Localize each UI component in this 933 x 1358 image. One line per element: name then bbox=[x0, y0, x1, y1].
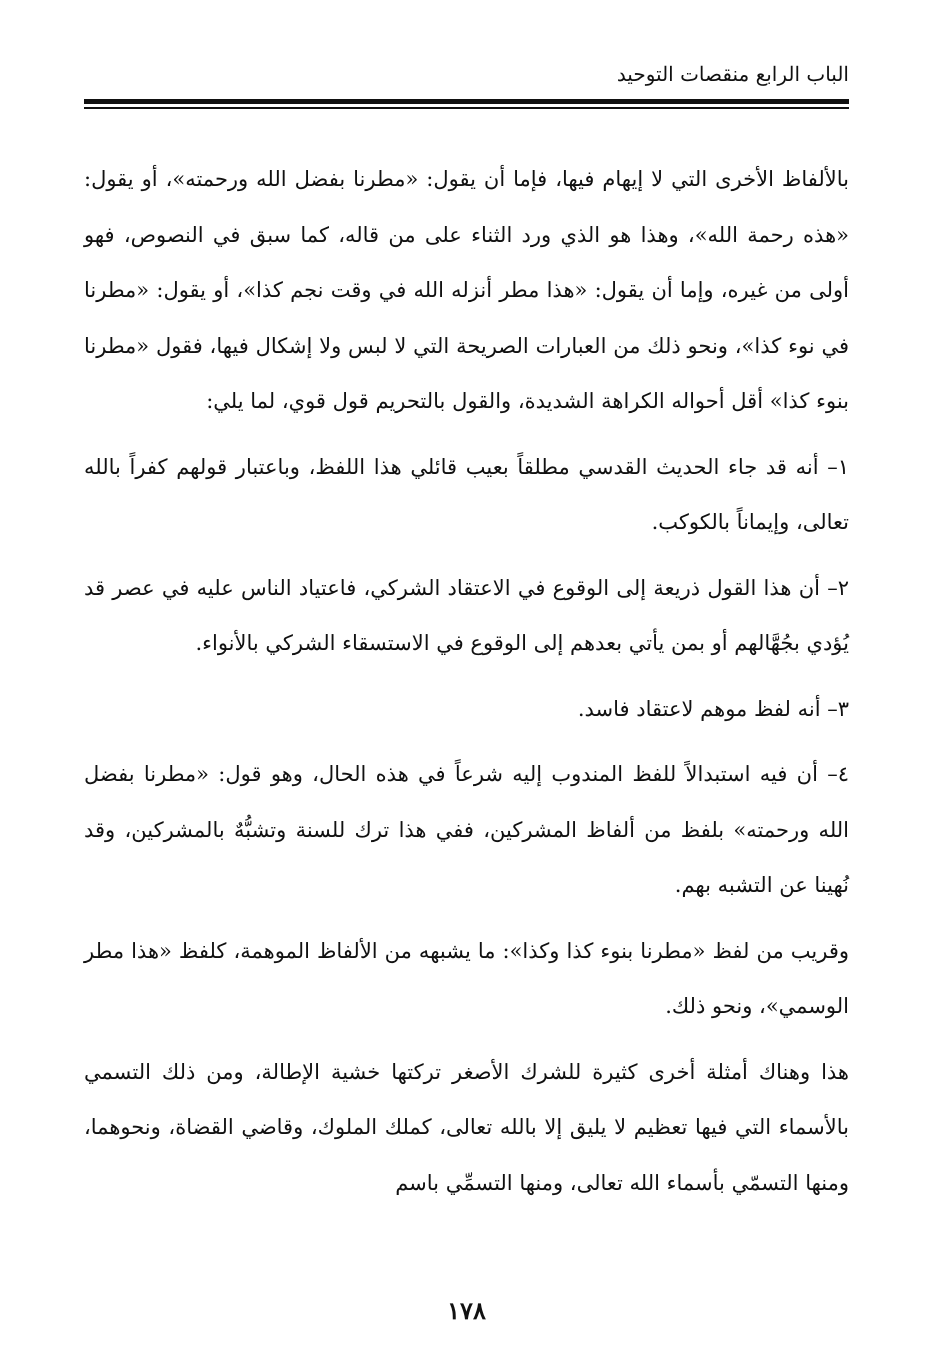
paragraph-point-4: ٤– أن فيه استبدالاً للفظ المندوب إليه شرعاً في هذه الحال، وهو قول: «مطرنا بفضل الله ورحمته» بلفظ من ألفاظ المشركين، ففي هذا ترك للسنة وتشبُّهٌ بالمشركين، وقد نُهينا عن التشبه بهم. bbox=[84, 762, 849, 897]
chapter-title: الباب الرابع منقصات التوحيد bbox=[616, 62, 849, 86]
header-rule-thin bbox=[84, 107, 849, 109]
header-rule-thick bbox=[84, 99, 849, 104]
paragraph-point-2: ٢– أن هذا القول ذريعة إلى الوقوع في الاعتقاد الشركي، فاعتياد الناس عليه في عصر قد يُؤدي بجُهَّالهم أو بمن يأتي بعدهم إلى الوقوع في الاستسقاء الشركي بالأنواء. bbox=[84, 575, 849, 655]
paragraph-point-1: ١– أنه قد جاء الحديث القدسي مطلقاً بعيب قائلي هذا اللفظ، وباعتبار قولهم كفراً بالله تعالى، وإيماناً بالكوكب. bbox=[84, 454, 849, 534]
page-body bbox=[84, 152, 849, 1211]
paragraph-intro: بالألفاظ الأخرى التي لا إيهام فيها، فإما أن يقول: «مطرنا بفضل الله ورحمته»، أو يقول: «هذه رحمة الله»، وهذا هو الذي ورد الثناء على من قاله، كما سبق في النصوص، فهو أولى من غيره، وإما أن يقول: «هذا مطر أنزله الله في وقت نجم كذا»، أو يقول: «مطرنا في نوء كذا»، ونحو ذلك من العبارات الصريحة التي لا لبس ولا إشكال فيها، فقول «مطرنا بنوء كذا» أقل أحواله الكراهة الشديدة، والقول بالتحريم قول قوي، لما يلي: bbox=[84, 167, 849, 413]
paragraph-point-3: ٣– أنه لفظ موهم لاعتقاد فاسد. bbox=[577, 696, 849, 721]
running-header bbox=[84, 50, 849, 110]
page-number: ١٧٨ bbox=[447, 1296, 486, 1325]
paragraph-other-examples: هذا وهناك أمثلة أخرى كثيرة للشرك الأصغر تركتها خشية الإطالة، ومن ذلك التسمي بالأسماء التي فيها تعظيم لا يليق إلا بالله تعالى، كملك الملوك، وقاضي القضاة، ونحوهما، ومنها التسمّي بأسماء الله تعالى، ومنها التسمِّي باسم bbox=[84, 1059, 849, 1195]
paragraph-similar-phrases: وقريب من لفظ «مطرنا بنوء كذا وكذا»: ما يشبهه من الألفاظ الموهمة، كلفظ «هذا مطر الوسمي»، ونحو ذلك. bbox=[84, 938, 849, 1018]
